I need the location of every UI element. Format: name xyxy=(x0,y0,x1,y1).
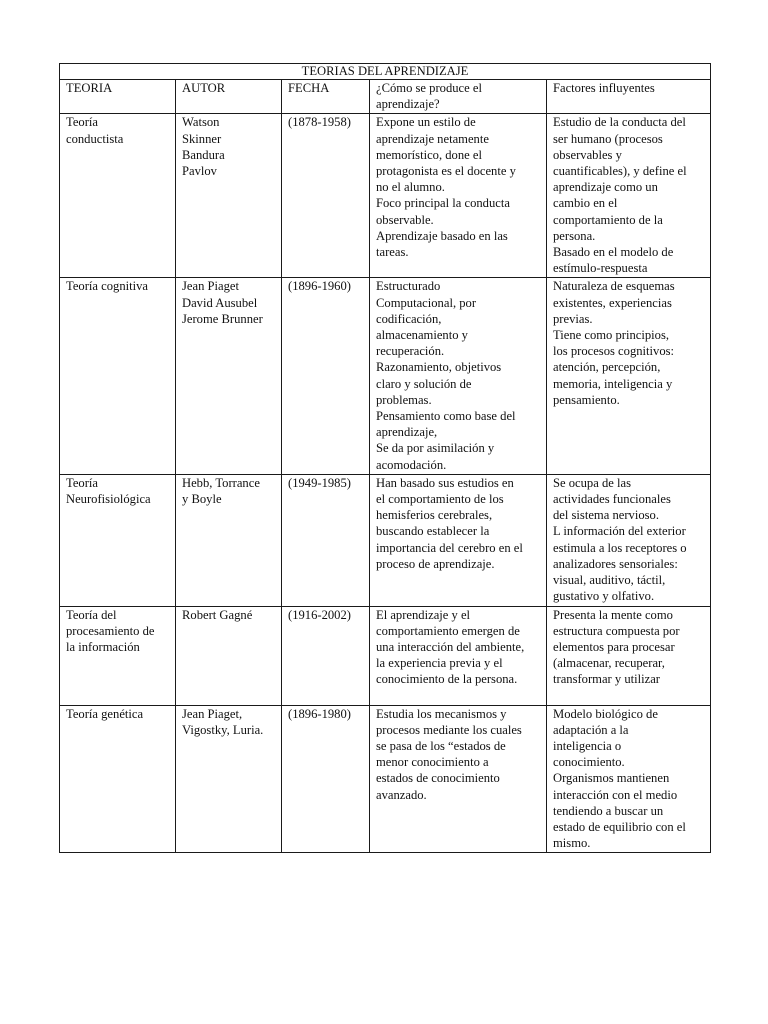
cell-line: problemas. xyxy=(376,392,432,407)
cell-line: comportamiento emergen de xyxy=(376,623,520,638)
cell-line: Jean Piaget xyxy=(182,279,240,294)
cell-autor xyxy=(176,474,282,606)
cell-line: Presenta la mente como xyxy=(553,607,673,622)
cell-como xyxy=(370,278,547,474)
cell-line: Tiene como principios, xyxy=(553,328,670,343)
cell-line: aprendizaje como un xyxy=(553,180,658,195)
table-row xyxy=(60,606,711,705)
cell-line: David Ausubel xyxy=(182,295,258,310)
cell-line: proceso de aprendizaje. xyxy=(376,556,495,571)
cell-line: conductista xyxy=(66,131,124,146)
cell-line: aprendizaje, xyxy=(376,425,438,440)
cell-line: adaptación a la xyxy=(553,722,629,737)
cell-line: Naturaleza de esquemas xyxy=(553,279,675,294)
cell-line: Basado en el modelo de xyxy=(553,245,674,260)
cell-line: menor conocimiento a xyxy=(376,755,489,770)
cell-line: (almacenar, recuperar, xyxy=(553,656,665,671)
cell-line: Teoría xyxy=(66,475,98,490)
cell-line: y Boyle xyxy=(182,492,222,507)
cell-line: observable. xyxy=(376,212,434,227)
cell-factores xyxy=(547,606,711,705)
cell-line: procesamiento de xyxy=(66,623,155,638)
cell-line: Estudia los mecanismos y xyxy=(376,706,507,721)
cell-factores xyxy=(547,705,711,853)
cell-line: Han basado sus estudios en xyxy=(376,475,514,490)
cell-line: visual, auditivo, táctil, xyxy=(553,573,666,588)
cell-line: interacción con el medio xyxy=(553,787,678,802)
header-autor: AUTOR xyxy=(176,80,282,114)
cell-como xyxy=(370,606,547,705)
cell-line: estado de equilibrio con el xyxy=(553,819,686,834)
header-como: ¿Cómo se produce el aprendizaje? xyxy=(370,80,547,114)
cell-line: del sistema nervioso. xyxy=(553,508,659,523)
cell-line: aprendizaje netamente xyxy=(376,131,489,146)
cell-line: la información xyxy=(66,639,140,654)
cell-line: elementos para procesar xyxy=(553,639,675,654)
cell-line: (1878-1958) xyxy=(288,115,351,130)
cell-line: importancia del cerebro en el xyxy=(376,540,523,555)
cell-line: mismo. xyxy=(553,836,591,851)
cell-line: comportamiento de la xyxy=(553,212,663,227)
table-row xyxy=(60,114,711,278)
cell-line: (1896-1980) xyxy=(288,706,351,721)
cell-line: almacenamiento y xyxy=(376,328,468,343)
cell-line: gustativo y olfativo. xyxy=(553,589,655,604)
cell-teoria xyxy=(60,278,176,474)
cell-autor xyxy=(176,606,282,705)
cell-line: inteligencia o xyxy=(553,738,622,753)
cell-line: no el alumno. xyxy=(376,180,445,195)
cell-line: Teoría cognitiva xyxy=(66,279,148,294)
header-fecha: FECHA xyxy=(282,80,370,114)
cell-como xyxy=(370,705,547,853)
table-title-row xyxy=(60,64,711,80)
document-page xyxy=(59,63,710,853)
cell-line: una interacción del ambiente, xyxy=(376,639,525,654)
table-title: TEORIAS DEL APRENDIZAJE xyxy=(60,64,711,80)
cell-fecha xyxy=(282,278,370,474)
cell-line: buscando establecer la xyxy=(376,524,490,539)
table-row xyxy=(60,705,711,853)
cell-line: Watson xyxy=(182,115,220,130)
cell-line: estímulo-respuesta xyxy=(553,261,648,276)
cell-como xyxy=(370,114,547,278)
cell-line: Modelo biológico de xyxy=(553,706,658,721)
cell-teoria xyxy=(60,474,176,606)
cell-line: Estructurado xyxy=(376,279,441,294)
cell-line: los procesos cognitivos: xyxy=(553,344,675,359)
cell-line: (1916-2002) xyxy=(288,607,351,622)
cell-line: Robert Gagné xyxy=(182,607,253,622)
cell-line: Teoría del xyxy=(66,607,117,622)
cell-teoria xyxy=(60,606,176,705)
cell-line: Neurofisiológica xyxy=(66,492,151,507)
cell-line: atención, percepción, xyxy=(553,360,661,375)
cell-line: Computacional, por xyxy=(376,295,477,310)
cell-line: (1896-1960) xyxy=(288,279,351,294)
cell-line: Jerome Brunner xyxy=(182,311,263,326)
cell-line: codificación, xyxy=(376,311,442,326)
cell-line: recuperación. xyxy=(376,344,445,359)
cell-line: Expone un estilo de xyxy=(376,115,476,130)
cell-line: memoria, inteligencia y xyxy=(553,376,673,391)
cell-line: analizadores sensoriales: xyxy=(553,556,678,571)
cell-line: conocimiento. xyxy=(553,755,625,770)
cell-line: avanzado. xyxy=(376,787,427,802)
cell-line: persona. xyxy=(553,228,596,243)
cell-line: Hebb, Torrance xyxy=(182,475,260,490)
cell-line: procesos mediante los cuales xyxy=(376,722,522,737)
theories-table xyxy=(59,63,711,853)
header-factores: Factores influyentes xyxy=(547,80,711,114)
cell-autor xyxy=(176,705,282,853)
cell-line: la experiencia previa y el xyxy=(376,656,503,671)
cell-teoria xyxy=(60,114,176,278)
header-row xyxy=(60,80,711,114)
cell-line: Teoría xyxy=(66,115,98,130)
cell-teoria xyxy=(60,705,176,853)
cell-line: ser humano (procesos xyxy=(553,131,663,146)
cell-line: Jean Piaget, xyxy=(182,706,243,721)
cell-line: conocimiento de la persona. xyxy=(376,672,518,687)
cell-line: el comportamiento de los xyxy=(376,492,504,507)
cell-line: Se ocupa de las xyxy=(553,475,631,490)
cell-line: cuantificables), y define el xyxy=(553,164,687,179)
cell-autor xyxy=(176,278,282,474)
cell-line: Pavlov xyxy=(182,164,217,179)
cell-fecha xyxy=(282,114,370,278)
cell-line: Aprendizaje basado en las xyxy=(376,228,508,243)
cell-line: Se da por asimilación y xyxy=(376,441,495,456)
cell-line: Estudio de la conducta del xyxy=(553,115,686,130)
cell-line: observables y xyxy=(553,147,622,162)
cell-line: protagonista es el docente y xyxy=(376,164,516,179)
cell-line: existentes, experiencias xyxy=(553,295,672,310)
cell-factores xyxy=(547,114,711,278)
cell-line: previas. xyxy=(553,311,593,326)
cell-line: estados de conocimiento xyxy=(376,771,500,786)
cell-line: Vigostky, Luria. xyxy=(182,722,264,737)
cell-line: estimula a los receptores o xyxy=(553,540,687,555)
cell-line: Foco principal la conducta xyxy=(376,196,510,211)
cell-line: El aprendizaje y el xyxy=(376,607,471,622)
cell-line: claro y solución de xyxy=(376,376,472,391)
cell-line: Bandura xyxy=(182,147,225,162)
cell-line: Skinner xyxy=(182,131,222,146)
cell-line: acomodación. xyxy=(376,457,447,472)
cell-fecha xyxy=(282,705,370,853)
cell-line: L información del exterior xyxy=(553,524,686,539)
table-row xyxy=(60,278,711,474)
cell-line: estructura compuesta por xyxy=(553,623,680,638)
header-teoria: TEORIA xyxy=(60,80,176,114)
cell-fecha xyxy=(282,474,370,606)
cell-line: Pensamiento como base del xyxy=(376,409,516,424)
cell-line: Organismos mantienen xyxy=(553,771,670,786)
cell-line: pensamiento. xyxy=(553,392,620,407)
cell-line: (1949-1985) xyxy=(288,475,351,490)
cell-line: Teoría genética xyxy=(66,706,144,721)
cell-factores xyxy=(547,278,711,474)
cell-autor xyxy=(176,114,282,278)
cell-line: hemisferios cerebrales, xyxy=(376,508,493,523)
cell-como xyxy=(370,474,547,606)
cell-line: tareas. xyxy=(376,245,409,260)
cell-line: se pasa de los “estados de xyxy=(376,738,506,753)
cell-line: tendiendo a buscar un xyxy=(553,803,664,818)
cell-line: transformar y utilizar xyxy=(553,672,661,687)
table-row xyxy=(60,474,711,606)
cell-line: actividades funcionales xyxy=(553,492,671,507)
cell-line: memorístico, done el xyxy=(376,147,482,162)
cell-line: cambio en el xyxy=(553,196,618,211)
cell-factores xyxy=(547,474,711,606)
cell-fecha xyxy=(282,606,370,705)
cell-line: Razonamiento, objetivos xyxy=(376,360,502,375)
